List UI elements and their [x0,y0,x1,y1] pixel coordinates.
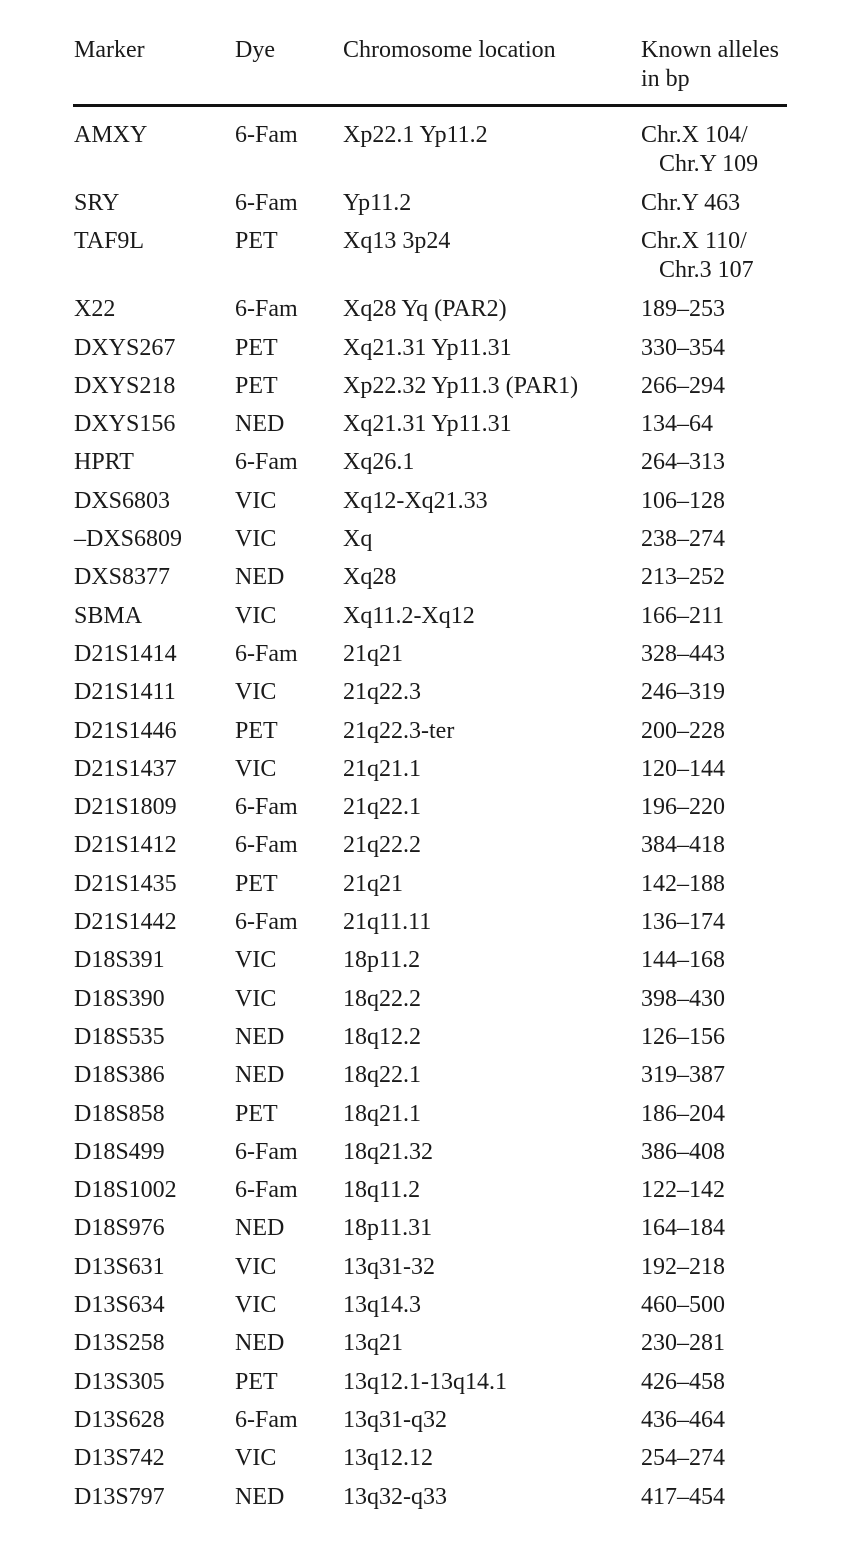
cell-alleles [641,121,791,179]
cell-marker: D13S305 [74,1368,165,1395]
cell-location: Xq21.31 Yp11.31 [343,411,512,438]
cell-alleles: 238–274 [641,526,725,553]
cell-marker: DXYS156 [74,411,176,438]
cell-location: 13q32-q33 [343,1483,447,1510]
cell-dye: NED [235,1483,285,1510]
cell-location: 13q14.3 [343,1292,421,1319]
cell-marker: D21S1412 [74,832,177,859]
cell-dye: VIC [235,1292,277,1319]
cell-location: Xp22.32 Yp11.3 (PAR1) [343,372,579,399]
cell-location: 13q21 [343,1330,403,1357]
cell-dye: 6-Fam [235,794,298,821]
cell-dye: 6-Fam [235,1406,298,1433]
cell-dye: VIC [235,985,277,1012]
cell-location: 21q21.1 [343,755,421,782]
cell-dye: 6-Fam [235,449,298,476]
cell-alleles: 246–319 [641,679,725,706]
cell-alleles: 186–204 [641,1100,725,1127]
cell-dye: NED [235,1215,285,1242]
cell-location: 18q21.1 [343,1100,421,1127]
cell-alleles: 398–430 [641,985,725,1012]
table-row [73,525,787,563]
table-row [73,1023,787,1061]
cell-marker: D21S1446 [74,717,177,744]
cell-dye: PET [235,372,278,399]
table-header [73,36,787,107]
cell-location: 18p11.31 [343,1215,433,1242]
cell-marker: D18S1002 [74,1177,177,1204]
cell-alleles: 106–128 [641,487,725,514]
cell-alleles: 386–408 [641,1138,725,1165]
cell-dye: NED [235,411,285,438]
cell-dye: VIC [235,526,277,553]
cell-dye: VIC [235,947,277,974]
cell-dye: 6-Fam [235,1138,298,1165]
cell-alleles: 189–253 [641,296,725,323]
cell-alleles: 200–228 [641,717,725,744]
cell-alleles: 192–218 [641,1253,725,1280]
cell-marker: DXYS218 [74,372,176,399]
cell-dye: VIC [235,1445,277,1472]
cell-marker: D18S858 [74,1100,165,1127]
table-row [73,189,787,227]
table-row [73,870,787,908]
cell-dye: 6-Fam [235,190,298,216]
cell-marker: HPRT [74,449,134,476]
cell-dye: PET [235,870,278,897]
cell-location: 18q11.2 [343,1177,421,1204]
table-row [73,227,787,295]
cell-alleles: 164–184 [641,1215,725,1242]
table-row [73,1444,787,1482]
cell-location: 18q21.32 [343,1138,433,1165]
table-row [73,1253,787,1291]
cell-location: Xq26.1 [343,449,415,476]
header-marker: Marker [74,37,145,63]
cell-alleles: 460–500 [641,1292,725,1319]
cell-dye: NED [235,564,285,591]
cell-marker: DXS6803 [74,487,171,514]
cell-dye: 6-Fam [235,909,298,936]
cell-location: 21q21 [343,870,403,897]
table-row [73,1368,787,1406]
cell-location: Xq28 Yq (PAR2) [343,296,507,323]
cell-alleles: 144–168 [641,947,725,974]
cell-marker: DXYS267 [74,334,176,361]
cell-location: 21q22.1 [343,794,421,821]
cell-alleles: 230–281 [641,1330,725,1357]
cell-dye: 6-Fam [235,122,298,148]
cell-location: 21q11.11 [343,909,432,936]
cell-marker: –DXS6809 [74,526,183,553]
cell-alleles: 384–418 [641,832,725,859]
cell-marker: D18S499 [74,1138,165,1165]
table-row [73,121,787,189]
cell-location: 13q31-q32 [343,1406,447,1433]
cell-marker: D21S1414 [74,640,177,667]
cell-alleles: 122–142 [641,1177,725,1204]
table-row [73,755,787,793]
cell-alleles: 126–156 [641,1023,725,1050]
cell-marker: D13S634 [74,1292,165,1319]
cell-location: 21q21 [343,640,403,667]
cell-marker: D13S797 [74,1483,165,1510]
table-row [73,1406,787,1444]
cell-location: 18p11.2 [343,947,421,974]
cell-location: 18q22.2 [343,985,421,1012]
cell-alleles: 120–144 [641,755,725,782]
cell-alleles: 328–443 [641,640,725,667]
table-row [73,908,787,946]
cell-location: Yp11.2 [343,190,412,216]
cell-marker: D18S535 [74,1023,165,1050]
cell-location: 21q22.3-ter [343,717,455,744]
cell-dye: PET [235,717,278,744]
cell-dye: VIC [235,755,277,782]
table-row [73,1138,787,1176]
header-dye: Dye [235,37,275,63]
cell-location: 18q22.1 [343,1062,421,1089]
cell-marker: D13S631 [74,1253,165,1280]
cell-alleles-line-1: Chr.X 110/ [641,228,747,255]
cell-dye: VIC [235,1253,277,1280]
cell-location: Xq [343,526,373,553]
cell-alleles [641,227,791,285]
cell-marker: D21S1411 [74,679,176,706]
cell-alleles: 417–454 [641,1483,725,1510]
cell-dye: PET [235,1368,278,1395]
cell-dye: NED [235,1330,285,1357]
table-row [73,831,787,869]
table-row [73,1483,787,1521]
table-row [73,640,787,678]
cell-dye: 6-Fam [235,832,298,859]
cell-marker: X22 [74,296,116,323]
table-row [73,793,787,831]
cell-marker: D21S1442 [74,909,177,936]
table-row [73,1100,787,1138]
cell-marker: D21S1437 [74,755,177,782]
cell-dye: 6-Fam [235,1177,298,1204]
table-row [73,410,787,448]
cell-marker: TAF9L [74,228,145,255]
cell-location: 13q31-32 [343,1253,435,1280]
cell-alleles-line-2: Chr.3 107 [659,257,754,284]
cell-alleles: 266–294 [641,372,725,399]
cell-dye: VIC [235,602,277,629]
table-row [73,946,787,984]
cell-location: Xp22.1 Yp11.2 [343,122,488,148]
cell-dye: PET [235,1100,278,1127]
cell-marker: D18S391 [74,947,165,974]
cell-location: Xq28 [343,564,397,591]
cell-alleles: 319–387 [641,1062,725,1089]
cell-marker: D18S386 [74,1062,165,1089]
table-row [73,334,787,372]
cell-dye: 6-Fam [235,296,298,323]
cell-marker: AMXY [74,122,148,148]
cell-dye: NED [235,1023,285,1050]
cell-alleles: 166–211 [641,602,725,629]
cell-location: 21q22.3 [343,679,421,706]
cell-location: 13q12.12 [343,1445,433,1472]
table-row [73,602,787,640]
table-row [73,985,787,1023]
table-row [73,563,787,601]
cell-alleles: 134–64 [641,411,713,438]
cell-marker: D13S628 [74,1406,165,1433]
table-row [73,678,787,716]
cell-marker: SRY [74,190,120,216]
cell-marker: D18S976 [74,1215,165,1242]
cell-marker: D13S742 [74,1445,165,1472]
cell-alleles: 213–252 [641,564,725,591]
cell-dye: NED [235,1062,285,1089]
cell-marker: SBMA [74,602,143,629]
cell-dye: VIC [235,487,277,514]
cell-alleles: Chr.Y 463 [641,190,741,216]
cell-alleles-line-1: Chr.X 104/ [641,122,748,148]
table-row [73,487,787,525]
cell-marker: D21S1809 [74,794,177,821]
table-row [73,1329,787,1367]
table-row [73,717,787,755]
cell-alleles: 264–313 [641,449,725,476]
cell-alleles-line-2: Chr.Y 109 [659,151,759,177]
cell-alleles: 426–458 [641,1368,725,1395]
cell-alleles: 330–354 [641,334,725,361]
table-row [73,1214,787,1252]
cell-location: 13q12.1-13q14.1 [343,1368,507,1395]
header-known-alleles: Known alleles in bp [641,37,779,92]
cell-marker: D21S1435 [74,870,177,897]
table-row [73,295,787,333]
table-row [73,1176,787,1214]
cell-location: Xq21.31 Yp11.31 [343,334,512,361]
cell-alleles: 142–188 [641,870,725,897]
cell-dye: PET [235,334,278,361]
table-row [73,1061,787,1099]
header-chromosome-location: Chromosome location [343,37,556,63]
cell-marker: D18S390 [74,985,165,1012]
cell-dye: 6-Fam [235,640,298,667]
cell-dye: PET [235,228,278,255]
cell-location: Xq11.2-Xq12 [343,602,475,629]
cell-alleles: 196–220 [641,794,725,821]
table-body [73,107,787,1521]
cell-location: 18q12.2 [343,1023,421,1050]
cell-alleles: 436–464 [641,1406,725,1433]
cell-location: Xq13 3p24 [343,228,451,255]
cell-marker: D13S258 [74,1330,165,1357]
cell-marker: DXS8377 [74,564,171,591]
cell-dye: VIC [235,679,277,706]
cell-alleles: 136–174 [641,909,725,936]
table-row [73,372,787,410]
cell-location: 21q22.2 [343,832,421,859]
marker-table [73,36,787,1521]
cell-location: Xq12-Xq21.33 [343,487,488,514]
table-row [73,448,787,486]
table-row [73,1291,787,1329]
cell-alleles: 254–274 [641,1445,725,1472]
